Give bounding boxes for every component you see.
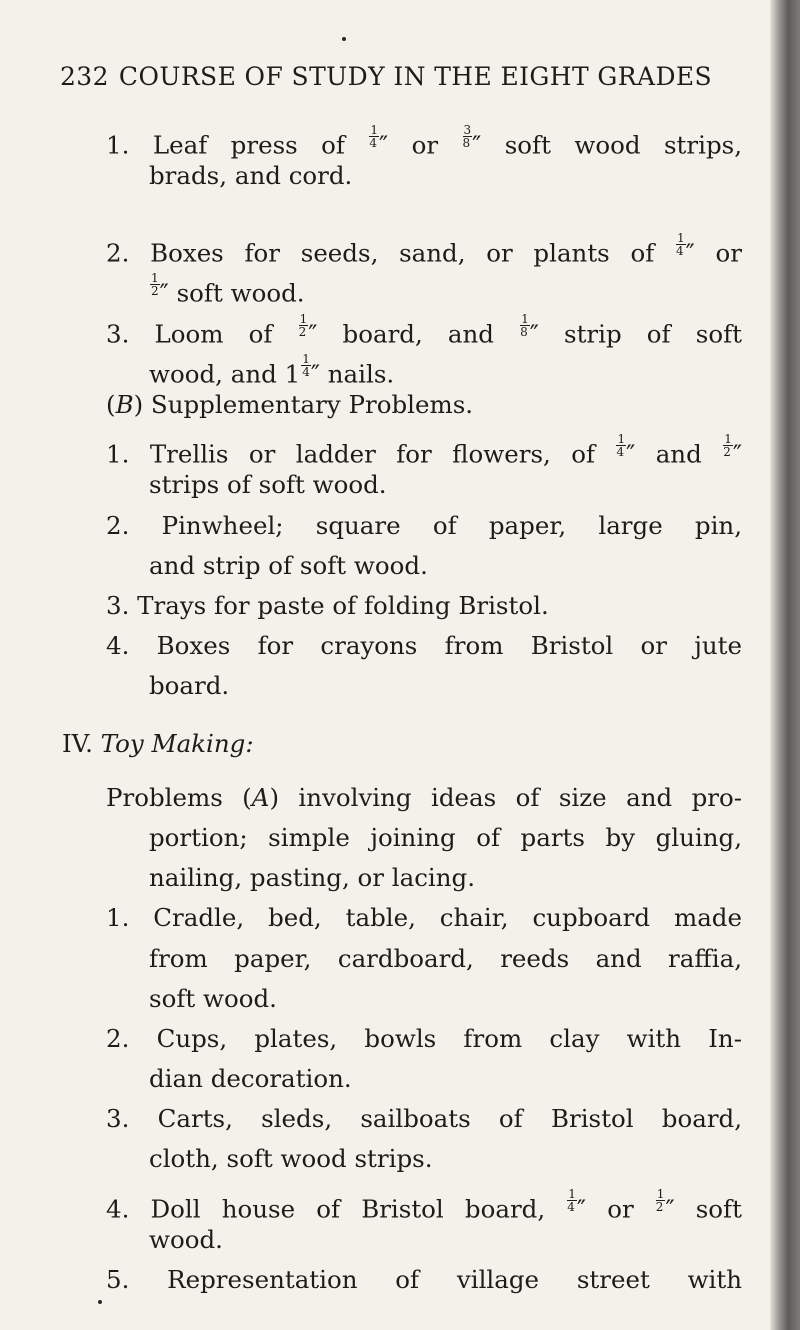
text-run: Boxes for seeds, sand, or plants of	[129, 238, 676, 268]
text-line	[149, 984, 277, 1013]
running-header	[60, 62, 750, 91]
fraction-numerator: 1	[521, 312, 529, 326]
text-run: ″ nails.	[310, 359, 395, 389]
text-line	[106, 313, 742, 347]
fraction	[656, 1188, 666, 1213]
text-run: soft wood.	[149, 984, 277, 1013]
text-run: strips of soft wood.	[149, 470, 387, 499]
text-run: Leaf press of	[129, 130, 369, 160]
fraction-denominator: 2	[298, 325, 307, 339]
text-run: wood.	[149, 1225, 223, 1254]
text-line	[106, 1024, 742, 1053]
text-run: 2.	[106, 511, 130, 540]
text-run: board.	[149, 671, 230, 700]
text-line	[149, 161, 353, 190]
text-run: 1.	[106, 903, 130, 932]
text-run: 4.	[106, 631, 130, 660]
ink-speck	[342, 37, 346, 41]
text-line	[106, 433, 742, 467]
text-line	[149, 551, 428, 580]
text-line	[149, 944, 742, 973]
text-run: Trays for paste of folding Bristol.	[129, 591, 549, 620]
italic-text: B	[115, 390, 134, 419]
text-run: nailing, pasting, or lacing.	[149, 863, 476, 892]
fraction	[301, 353, 311, 378]
fraction-numerator: 1	[151, 271, 159, 285]
text-run: Carts, sleds, sailboats of Bristol board,	[129, 1104, 742, 1133]
text-line	[106, 783, 742, 812]
text-run: ) Supplementary Problems.	[133, 390, 474, 419]
text-line	[149, 863, 476, 892]
fraction-denominator: 4	[567, 1200, 575, 1214]
fraction-numerator: 1	[724, 432, 732, 446]
text-run: portion; simple joining of parts by gluing,	[149, 823, 742, 852]
text-run: (	[106, 390, 116, 419]
fraction-denominator: 4	[302, 365, 310, 379]
text-run: Cradle, bed, table, chair, cupboard made	[129, 903, 742, 932]
text-run: ) involving ideas of size and pro-	[269, 783, 742, 812]
text-line	[149, 1144, 433, 1173]
text-run: 2.	[106, 238, 130, 268]
text-line	[106, 390, 474, 419]
text-run: 2.	[106, 1024, 130, 1053]
text-line	[149, 470, 387, 499]
text-run: IV.	[62, 729, 101, 758]
text-run: Trellis or ladder for flowers, of	[129, 439, 616, 469]
italic-text: Toy Making:	[100, 729, 254, 758]
fraction-denominator: 4	[369, 136, 378, 150]
fraction-denominator: 2	[723, 445, 731, 459]
page-edge-shadow	[770, 0, 800, 1330]
text-line	[106, 124, 742, 158]
text-run: 4.	[106, 1194, 130, 1224]
text-run: wood, and 1	[149, 359, 301, 389]
text-run: 3.	[106, 591, 130, 620]
text-run: 3.	[106, 319, 130, 349]
text-line	[149, 1225, 223, 1254]
text-line	[106, 511, 742, 540]
fraction-numerator: 1	[299, 312, 308, 326]
text-run: ″ board, and	[308, 319, 520, 349]
text-line	[149, 272, 305, 306]
text-run: cloth, soft wood strips.	[149, 1144, 433, 1173]
text-run: Problems (	[106, 783, 252, 812]
text-line	[106, 591, 549, 620]
text-line	[106, 903, 742, 932]
text-run: ″ soft wood.	[159, 278, 305, 308]
fraction-denominator: 4	[616, 445, 625, 459]
text-run: ″	[732, 439, 742, 469]
text-run: Pinwheel; square of paper, large pin,	[129, 511, 742, 540]
text-line	[149, 671, 230, 700]
text-line	[149, 823, 742, 852]
fraction-denominator: 8	[462, 136, 471, 150]
fraction-numerator: 1	[677, 231, 685, 245]
text-run: Doll house of Bristol board,	[129, 1194, 567, 1224]
fraction	[463, 124, 473, 149]
text-line	[106, 1104, 742, 1133]
fraction	[520, 313, 530, 338]
text-run: ″ or	[379, 130, 462, 160]
fraction	[299, 313, 309, 338]
text-run: 1.	[106, 439, 130, 469]
fraction-denominator: 2	[151, 284, 159, 298]
text-line	[106, 232, 742, 266]
text-run: Boxes for crayons from Bristol or jute	[129, 631, 742, 660]
fraction-numerator: 1	[617, 432, 626, 446]
text-line	[149, 353, 394, 387]
text-line	[62, 729, 254, 758]
fraction-numerator: 1	[302, 352, 310, 366]
text-line	[106, 1188, 742, 1222]
fraction	[369, 124, 379, 149]
text-run: ″ soft wood strips,	[472, 130, 742, 160]
fraction	[723, 433, 733, 458]
text-line	[106, 631, 742, 660]
running-head-title: COURSE OF STUDY IN THE EIGHT GRADES	[118, 62, 713, 91]
text-run: ″ soft	[665, 1194, 742, 1224]
fraction	[616, 433, 626, 458]
text-run: ″ or	[576, 1194, 655, 1224]
fraction-numerator: 1	[568, 1187, 576, 1201]
text-run: Loom of	[129, 319, 298, 349]
fraction-denominator: 2	[655, 1200, 664, 1214]
fraction-numerator: 3	[463, 123, 472, 137]
text-line	[149, 1064, 352, 1093]
text-run: and strip of soft wood.	[149, 551, 428, 580]
fraction-numerator: 1	[370, 123, 379, 137]
text-run: ″ or	[685, 238, 742, 268]
fraction-denominator: 4	[676, 244, 684, 258]
ink-speck	[98, 1300, 102, 1304]
fraction-denominator: 8	[520, 325, 528, 339]
fraction	[676, 232, 686, 257]
text-run: Representation of village street with	[129, 1265, 742, 1294]
text-run: 3.	[106, 1104, 130, 1133]
italic-text: A	[251, 783, 270, 812]
text-run: 1.	[106, 130, 130, 160]
page-number: 232	[60, 62, 109, 91]
fraction-numerator: 1	[656, 1187, 665, 1201]
text-run: ″ strip of soft	[529, 319, 742, 349]
fraction	[150, 272, 160, 297]
fraction	[567, 1188, 577, 1213]
text-line	[106, 1265, 742, 1294]
text-run: dian decoration.	[149, 1064, 352, 1093]
text-run: ″ and	[626, 439, 723, 469]
text-run: Cups, plates, bowls from clay with In-	[129, 1024, 742, 1053]
text-run: 5.	[106, 1265, 130, 1294]
text-run: from paper, cardboard, reeds and raffia,	[149, 944, 742, 973]
text-run: brads, and cord.	[149, 161, 353, 190]
